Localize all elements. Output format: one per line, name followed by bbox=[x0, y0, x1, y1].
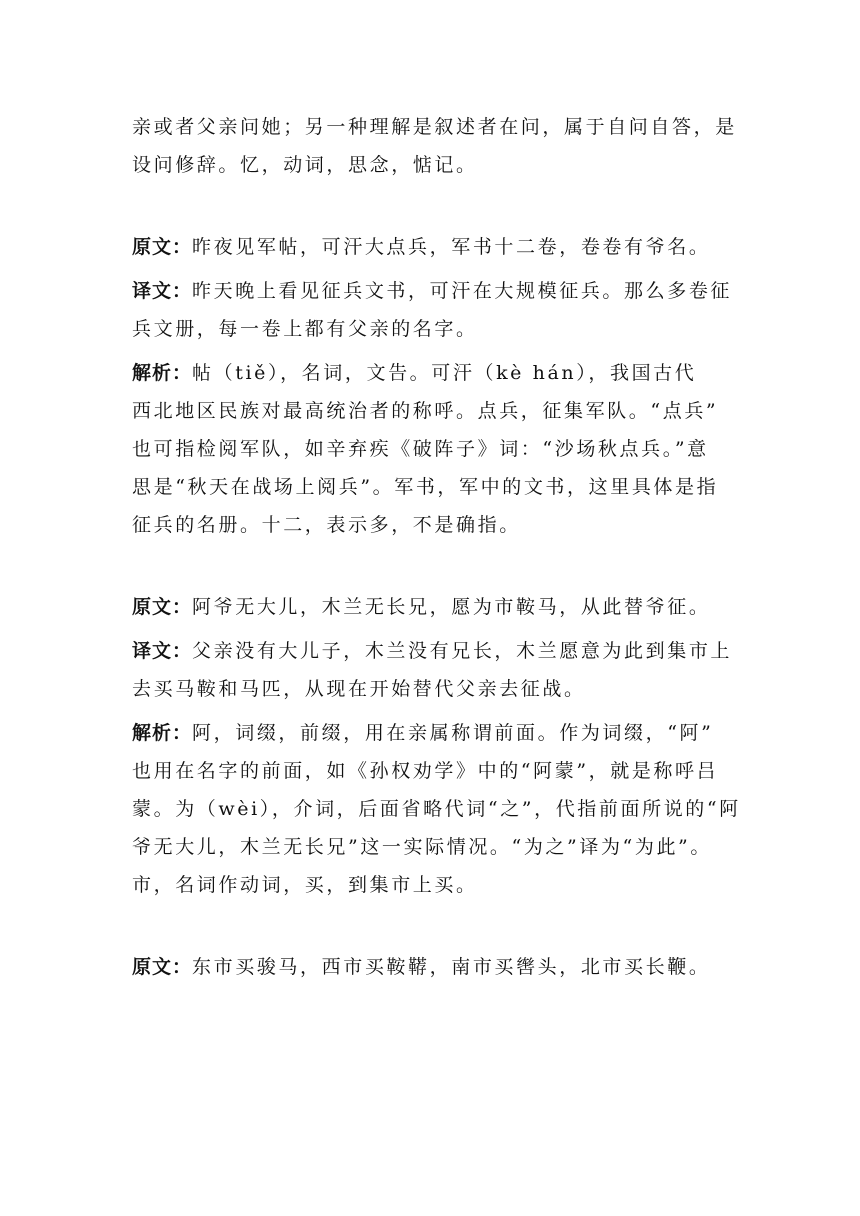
analysis-text: 帖（tiě），名词，文告。可汗（kè hán），我国古代 bbox=[192, 362, 697, 384]
analysis-paragraph bbox=[132, 714, 741, 904]
analysis-text: 征兵的名册。十二，表示多，不是确指。 bbox=[132, 514, 521, 536]
original-text: 昨夜见军帖，可汗大点兵，军书十二卷，卷卷有爷名。 bbox=[192, 236, 711, 258]
original-text: 东市买骏马，西市买鞍鞯，南市买辔头，北市买长鞭。 bbox=[192, 956, 711, 978]
analysis-text: 阿，词缀，前缀，用在亲属称谓前面。作为词缀，“阿” bbox=[192, 722, 714, 744]
document-page bbox=[132, 108, 741, 986]
analysis-text: 蒙。为（wèi），介词，后面省略代词“之”，代指前面所说的“阿 bbox=[132, 798, 741, 820]
original-label: 原文： bbox=[132, 956, 193, 978]
analysis-label: 解析： bbox=[132, 362, 193, 384]
analysis-label: 解析： bbox=[132, 722, 193, 744]
translation-text: 兵文册，每一卷上都有父亲的名字。 bbox=[132, 318, 478, 340]
analysis-text: 也可指检阅军队，如辛弃疾《破阵子》词：“沙场秋点兵。”意 bbox=[132, 438, 709, 460]
analysis-text: 也用在名字的前面，如《孙权劝学》中的“阿蒙”，就是称呼吕 bbox=[132, 760, 719, 782]
translation-text: 父亲没有大儿子，木兰没有兄长，木兰愿意为此到集市上 bbox=[192, 640, 733, 662]
translation-text: 昨天晚上看见征兵文书，可汗在大规模征兵。那么多卷征 bbox=[192, 280, 733, 302]
translation-label: 译文： bbox=[132, 280, 193, 302]
translation-paragraph bbox=[132, 632, 732, 708]
original-text: 阿爷无大儿，木兰无长兄，愿为市鞍马，从此替爷征。 bbox=[192, 596, 711, 618]
text-line: 亲或者父亲问她；另一种理解是叙述者在问，属于自问自答，是 bbox=[132, 116, 737, 138]
analysis-text: 爷无大儿，木兰无长兄”这一实际情况。“为之”译为“为此”。 bbox=[132, 836, 712, 858]
analysis-text: 思是“秋天在战场上阅兵”。军书，军中的文书，这里具体是指 bbox=[132, 476, 719, 498]
analysis-text: 市，名词作动词，买，到集市上买。 bbox=[132, 874, 478, 896]
translation-paragraph bbox=[132, 272, 732, 348]
original-paragraph bbox=[132, 228, 732, 266]
original-paragraph bbox=[132, 588, 732, 626]
original-paragraph bbox=[132, 948, 732, 986]
analysis-paragraph bbox=[132, 354, 732, 544]
original-label: 原文： bbox=[132, 236, 193, 258]
translation-text: 去买马鞍和马匹，从现在开始替代父亲去征战。 bbox=[132, 678, 586, 700]
translation-label: 译文： bbox=[132, 640, 193, 662]
original-label: 原文： bbox=[132, 596, 193, 618]
intro-paragraph bbox=[132, 108, 737, 184]
analysis-text: 西北地区民族对最高统治者的称呼。点兵，征集军队。“点兵” bbox=[132, 400, 719, 422]
text-line: 设问修辞。忆，动词，思念，惦记。 bbox=[132, 154, 478, 176]
